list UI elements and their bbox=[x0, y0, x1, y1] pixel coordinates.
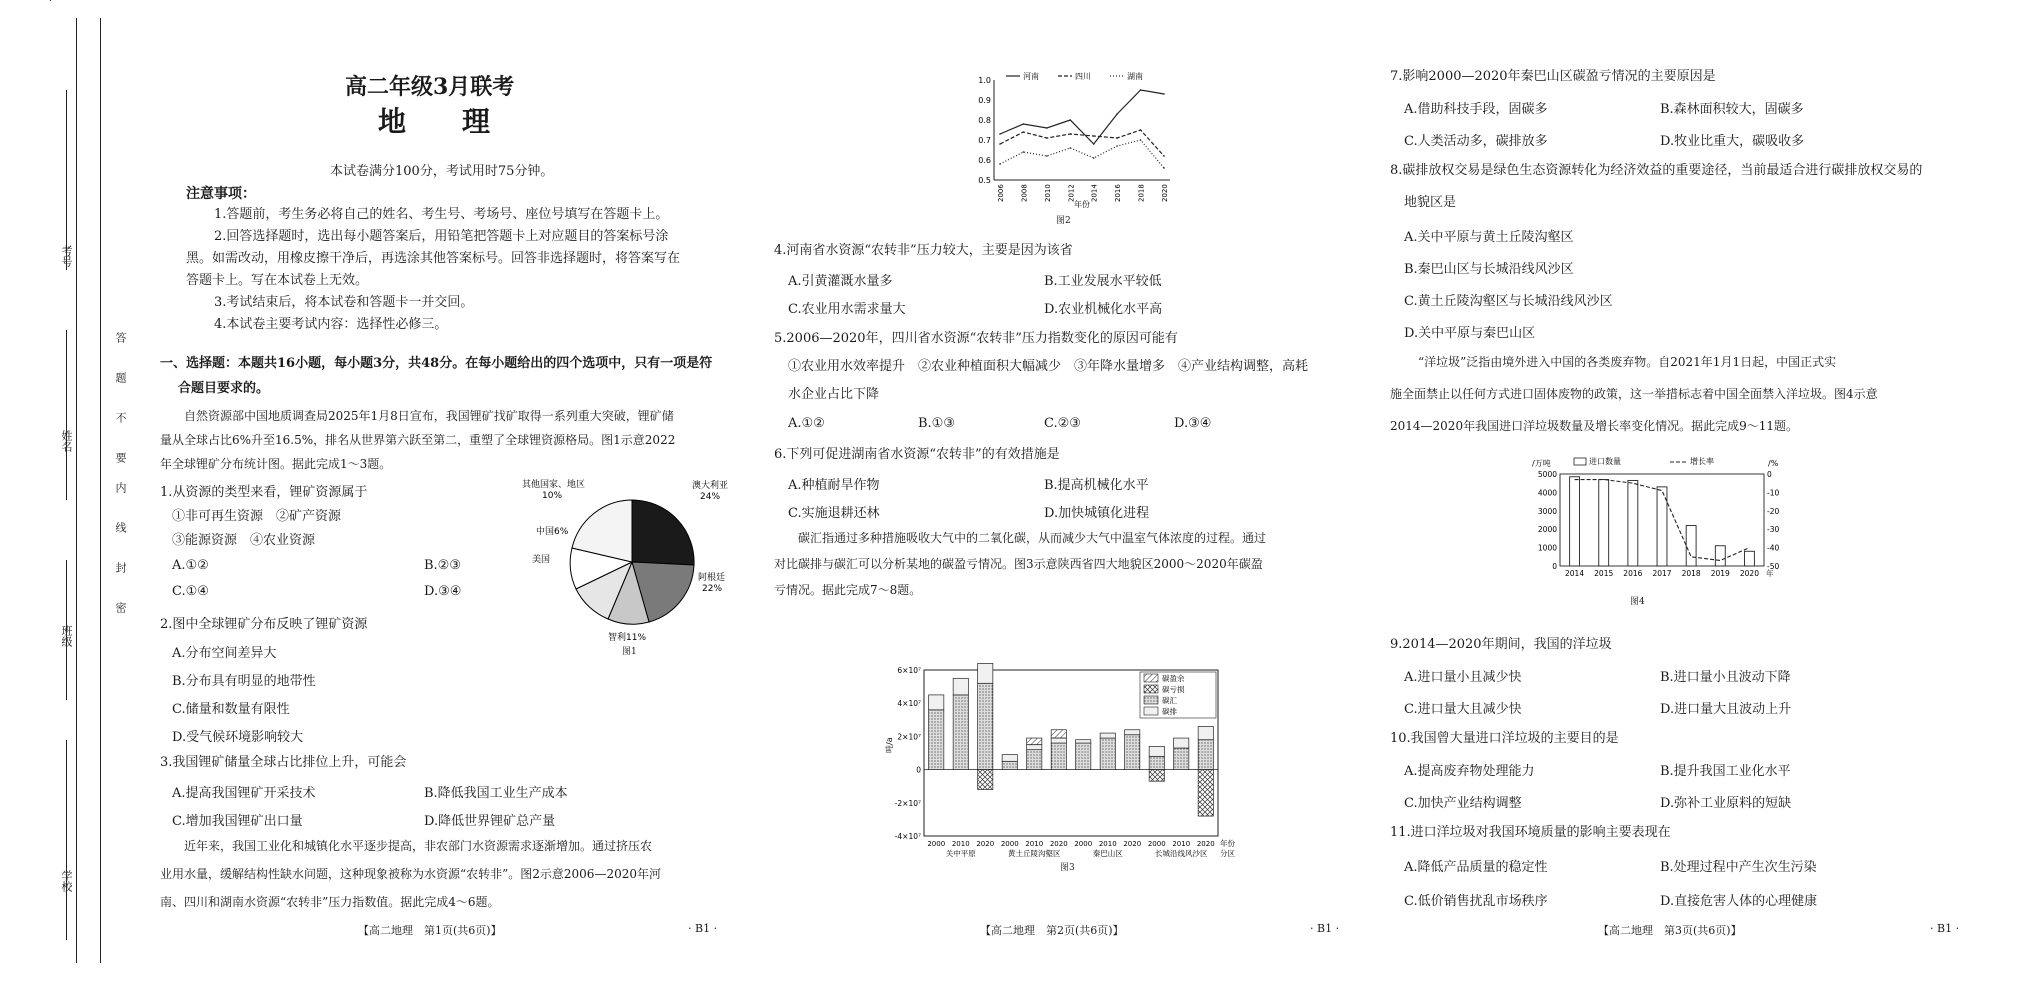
fig4-x-tick: 2016 bbox=[1623, 569, 1643, 578]
fig2-legend-label: 湖南 bbox=[1127, 72, 1143, 81]
q11-option-d[interactable]: D.直接危害人体的心理健康 bbox=[1660, 894, 1818, 909]
q3-option-b[interactable]: B.降低我国工业生产成本 bbox=[424, 786, 568, 801]
fig4-y-tick: 1000 bbox=[1537, 543, 1557, 553]
fig4-x-tick: 2014 bbox=[1565, 569, 1585, 578]
fig2-y-tick: 0.8 bbox=[978, 116, 991, 125]
fig3-x-tick: 2010 bbox=[1025, 840, 1044, 848]
fig3-bar-segment bbox=[1198, 740, 1213, 770]
fig3-x-tick: 2000 bbox=[927, 840, 946, 848]
q6-option-c[interactable]: C.实施退耕还林 bbox=[788, 506, 880, 521]
fig3-bar-segment bbox=[1174, 738, 1189, 748]
q2-stem: 2.图中全球锂矿分布反映了锂矿资源 bbox=[160, 617, 368, 632]
fig2-point bbox=[1046, 155, 1048, 157]
q8-option-d[interactable]: D.关中平原与秦巴山区 bbox=[1404, 326, 1536, 341]
q6-option-d[interactable]: D.加快城镇化进程 bbox=[1044, 506, 1150, 521]
fig2-point bbox=[1163, 167, 1165, 169]
fig2-point bbox=[1116, 137, 1118, 139]
subject-title: 地 理 bbox=[378, 105, 491, 138]
q6-option-b[interactable]: B.提高机械化水平 bbox=[1044, 478, 1149, 493]
fig2-point bbox=[1023, 131, 1025, 133]
q9-option-a[interactable]: A.进口量小且减少快 bbox=[1404, 670, 1522, 685]
fig2-x-tick: 2008 bbox=[1020, 184, 1029, 202]
fig2-y-tick: 0.6 bbox=[978, 156, 991, 165]
q7-option-c[interactable]: C.人类活动多，碳排放多 bbox=[1404, 134, 1548, 149]
q9-option-b[interactable]: B.进口量小且波动下降 bbox=[1660, 670, 1791, 685]
fig3-bar-segment bbox=[978, 663, 993, 683]
name-field-line bbox=[66, 330, 67, 500]
seal-char-4: 要 bbox=[114, 452, 127, 463]
kaohao-field-line bbox=[66, 90, 67, 270]
fig4-x-tick: 2019 bbox=[1710, 569, 1730, 578]
q5-option-a[interactable]: A.①② bbox=[788, 416, 825, 431]
fig4-y-tick: 4000 bbox=[1537, 488, 1557, 498]
q4-option-a[interactable]: A.引黄灌溉水量多 bbox=[788, 274, 893, 289]
fig4-y-tick: 0 bbox=[1552, 562, 1557, 571]
fig4-bar bbox=[1628, 480, 1638, 566]
fig4-x-tick: 2015 bbox=[1594, 569, 1614, 578]
fig2-point bbox=[1046, 127, 1048, 129]
fig2-x-tick: 2020 bbox=[1161, 184, 1169, 202]
fig4-legend-bar-swatch bbox=[1574, 458, 1586, 465]
fig3-x-tick: 2000 bbox=[1074, 840, 1093, 848]
q6-option-a[interactable]: A.种植耐旱作物 bbox=[788, 478, 880, 493]
fig3-y-tick: 6×10⁷ bbox=[897, 666, 921, 675]
q2-option-d[interactable]: D.受气候环境影响较大 bbox=[172, 730, 304, 745]
q1-stem: 1.从资源的类型来看，锂矿资源属于 bbox=[160, 485, 368, 500]
q1-line-1: ①非可再生资源 ②矿产资源 bbox=[172, 509, 342, 524]
q5-option-d[interactable]: D.③④ bbox=[1174, 416, 1212, 431]
q5-line-1: ①农业用水效率提升 ②农业种植面积大幅减少 ③年降水量增多 ④产业结构调整，高耗 bbox=[788, 359, 1309, 374]
fig2-y-tick: 1.0 bbox=[978, 76, 991, 85]
fig3-bar-segment bbox=[978, 683, 993, 769]
fig4-y2-tick: -20 bbox=[1767, 506, 1780, 516]
fig3-bar-segment bbox=[1002, 755, 1017, 762]
passage3-line-2: 对比碳排与碳汇可以分析某地的碳盈亏情况。图3示意陕西省四大地貌区2000～2020年碳盈 bbox=[774, 557, 1263, 571]
pie-label-other: 其他国家、地区 bbox=[522, 480, 586, 490]
notice-item-5: 3.考试结束后，将本试卷和答题卡一并交回。 bbox=[214, 295, 474, 310]
passage1-line-1: 自然资源部中国地质调查局2025年1月8日宣布，我国锂矿找矿取得一系列重大突破，锂矿储 bbox=[184, 409, 674, 423]
fig2-point bbox=[1163, 155, 1165, 157]
fig2-y-tick: 0.7 bbox=[978, 136, 991, 145]
seal-char-1: 答 bbox=[114, 332, 127, 343]
fig3-bar-segment bbox=[1198, 726, 1213, 739]
fig4-y-label: /万吨 bbox=[1532, 459, 1551, 468]
fig2-point bbox=[1069, 119, 1071, 121]
fig3-group-label: 黄土丘陵沟壑区 bbox=[1008, 849, 1061, 858]
school-field-line bbox=[66, 740, 67, 940]
fig2-series-line bbox=[1000, 90, 1164, 144]
fig3-legend-swatch bbox=[1144, 674, 1158, 682]
q4-stem: 4.河南省水资源“农转非”压力较大，主要是因为该省 bbox=[774, 243, 1073, 258]
pie-label-us: 美国 bbox=[532, 555, 551, 565]
passage3-line-3: 亏情况。据此完成7～8题。 bbox=[774, 583, 922, 597]
notices-heading: 注意事项： bbox=[186, 186, 256, 202]
footer-page-2: 【高二地理 第2页(共6页)】 bbox=[980, 924, 1124, 937]
q5-option-b[interactable]: B.①③ bbox=[918, 416, 955, 431]
exam-title: 高二年级3月联考 bbox=[345, 74, 515, 100]
fig3-legend-swatch bbox=[1144, 696, 1158, 704]
passage1-line-3: 年全球锂矿分布统计图。据此完成1～3题。 bbox=[160, 457, 392, 471]
fig4-y-tick: 2000 bbox=[1537, 525, 1557, 535]
section1-heading-2: 合题目要求的。 bbox=[178, 381, 270, 396]
passage4-line-3: 2014—2020年我国进口洋垃圾数量及增长率变化情况。据此完成9～11题。 bbox=[1390, 419, 1798, 433]
q1-option-c[interactable]: C.①④ bbox=[172, 584, 209, 599]
figure-4-caption: 图4 bbox=[1630, 597, 1645, 607]
q1-option-b[interactable]: B.②③ bbox=[424, 558, 461, 573]
q1-option-a[interactable]: A.①② bbox=[172, 558, 209, 573]
pie-label-argentina: 阿根廷 bbox=[698, 573, 726, 583]
fig3-x-tick: 2020 bbox=[1123, 840, 1142, 848]
fig2-x-tick: 2012 bbox=[1067, 184, 1076, 202]
fig4-bar bbox=[1570, 477, 1580, 566]
fig3-bar-segment bbox=[1100, 733, 1115, 738]
kaohao-label: 考号 bbox=[60, 245, 73, 267]
fig4-bar bbox=[1686, 526, 1696, 566]
q10-option-c[interactable]: C.加快产业结构调整 bbox=[1404, 796, 1522, 811]
fig3-bar-segment bbox=[1149, 746, 1164, 756]
fig2-x-label: 年份 bbox=[1074, 200, 1090, 208]
q7-option-d[interactable]: D.牧业比重大，碳吸收多 bbox=[1660, 134, 1805, 149]
seal-char-2: 题 bbox=[114, 372, 127, 383]
fig2-point bbox=[1023, 123, 1025, 125]
q3-option-d[interactable]: D.降低世界锂矿总产量 bbox=[424, 814, 556, 829]
fig3-bar-segment bbox=[1027, 750, 1042, 770]
passage4-line-1: “洋垃圾”泛指由境外进入中国的各类废弃物。自2021年1月1日起，中国正式实 bbox=[1418, 355, 1837, 369]
q2-option-a[interactable]: A.分布空间差异大 bbox=[172, 646, 277, 661]
fig4-y2-tick: -10 bbox=[1767, 488, 1780, 498]
q6-stem: 6.下列可促进湖南省水资源“农转非”的有效措施是 bbox=[774, 447, 1060, 462]
q2-option-b[interactable]: B.分布具有明显的地带性 bbox=[172, 674, 316, 689]
fig3-y-tick: 4×10⁷ bbox=[897, 699, 921, 709]
pie-label-argentina-pct: 22% bbox=[702, 584, 723, 594]
q4-option-b[interactable]: B.工业发展水平较低 bbox=[1044, 274, 1162, 289]
q8-stem-2: 地貌区是 bbox=[1404, 195, 1457, 210]
fig3-bar-segment bbox=[1002, 761, 1017, 769]
fig3-bar-segment bbox=[929, 695, 944, 710]
fig4-legend-bar-label: 进口数量 bbox=[1589, 457, 1621, 466]
fig3-bar-segment bbox=[1125, 735, 1140, 770]
fig3-legend-label: 碳排 bbox=[1162, 707, 1177, 716]
q7-stem: 7.影响2000—2020年秦巴山区碳盈亏情况的主要原因是 bbox=[1390, 69, 1716, 84]
fig2-x-tick: 2006 bbox=[997, 184, 1005, 202]
section1-heading: 一、选择题：本题共16小题，每小题3分，共48分。在每小题给出的四个选项中，只有一项是符 bbox=[160, 356, 713, 371]
fig3-bar-segment bbox=[1174, 748, 1189, 770]
fig2-legend-label: 四川 bbox=[1075, 72, 1091, 81]
pie-slice-australia bbox=[632, 500, 694, 565]
fig2-y-tick: 0.9 bbox=[978, 96, 991, 105]
fig3-y-tick: -2×10⁷ bbox=[894, 798, 921, 808]
figure-2-caption: 图2 bbox=[1056, 216, 1071, 226]
fig4-bar bbox=[1744, 551, 1754, 566]
q5-line-2: 水企业占比下降 bbox=[788, 387, 880, 402]
notice-item-4: 答题卡上。写在本试卷上无效。 bbox=[186, 273, 369, 288]
fig3-x-tick: 2020 bbox=[1196, 840, 1215, 848]
q4-option-c[interactable]: C.农业用水需求量大 bbox=[788, 302, 906, 317]
fig2-point bbox=[1140, 129, 1142, 131]
q3-option-a[interactable]: A.提高我国锂矿开采技术 bbox=[172, 786, 316, 801]
fig2-x-tick: 2010 bbox=[1043, 184, 1052, 202]
fig4-y2-tick: 0 bbox=[1767, 470, 1772, 479]
fig3-group-label: 秦巴山区 bbox=[1092, 849, 1123, 858]
fig3-y-tick: 0 bbox=[916, 765, 921, 775]
fig3-x-label: 年份 bbox=[1220, 839, 1235, 848]
footer-code-2: · B1 · bbox=[1310, 922, 1340, 935]
fig4-x-label: 年 bbox=[1766, 569, 1774, 578]
fig2-point bbox=[1093, 143, 1095, 145]
fig2-point bbox=[1116, 145, 1118, 147]
notice-item-1: 1.答题前，考生务必将自己的姓名、考生号、考场号、座位号填写在答题卡上。 bbox=[214, 207, 669, 222]
fig3-bar-segment bbox=[1076, 740, 1091, 743]
pie-label-chile: 智利11% bbox=[608, 633, 647, 643]
fig3-y-tick: 2×10⁷ bbox=[897, 732, 921, 742]
fig3-legend-swatch bbox=[1144, 685, 1158, 693]
pie-chart-figure-1 bbox=[520, 476, 730, 644]
fig3-unit-label: 分区 bbox=[1220, 849, 1235, 858]
fig4-y2-tick: -30 bbox=[1767, 525, 1780, 535]
fig2-y-tick: 0.5 bbox=[978, 176, 991, 185]
fig2-point bbox=[1140, 89, 1142, 91]
fig2-x-tick: 2016 bbox=[1114, 184, 1123, 202]
fig4-bar bbox=[1599, 480, 1609, 566]
fig2-point bbox=[1069, 147, 1071, 149]
q11-stem: 11.进口洋垃圾对我国环境质量的影响主要表现在 bbox=[1390, 825, 1671, 840]
pie-label-other-pct: 10% bbox=[542, 491, 563, 501]
class-label: 班级 bbox=[60, 625, 73, 647]
q3-stem: 3.我国锂矿储量全球占比排位上升，可能会 bbox=[160, 755, 407, 770]
q7-option-a[interactable]: A.借助科技手段，固碳多 bbox=[1404, 102, 1548, 117]
fig2-point bbox=[999, 133, 1001, 135]
seal-char-3: 不 bbox=[114, 412, 127, 423]
fig2-point bbox=[1046, 137, 1048, 139]
footer-code-1: · B1 · bbox=[688, 922, 718, 935]
fig3-bar-segment bbox=[1027, 738, 1042, 745]
fig3-bar-segment bbox=[929, 710, 944, 770]
notice-item-3: 黑。如需改动，用橡皮擦干净后，再选涂其他答案标号。回答非选择题时，将答案写在 bbox=[186, 251, 681, 266]
fig3-bar-loss bbox=[978, 770, 993, 790]
bar-chart-figure-3 bbox=[880, 652, 1260, 874]
fig4-y-tick: 3000 bbox=[1537, 506, 1557, 516]
fig4-y-tick: 5000 bbox=[1537, 470, 1557, 479]
q1-option-d[interactable]: D.③④ bbox=[424, 584, 462, 599]
seal-char-7: 封 bbox=[114, 562, 127, 573]
q1-line-2: ③能源资源 ④农业资源 bbox=[172, 533, 316, 548]
q11-option-b[interactable]: B.处理过程中产生次生污染 bbox=[1660, 860, 1817, 875]
fig3-y-tick: -4×10⁷ bbox=[894, 832, 921, 841]
bar-chart-figure-4 bbox=[1520, 452, 1810, 590]
fig3-bar-segment bbox=[1100, 738, 1115, 770]
seal-char-6: 线 bbox=[114, 522, 127, 533]
fig2-point bbox=[1140, 139, 1142, 141]
q3-option-c[interactable]: C.增加我国锂矿出口量 bbox=[172, 814, 303, 829]
fig3-bar-segment bbox=[1125, 730, 1140, 735]
q8-stem: 8.碳排放权交易是绿色生态资源转化为经济效益的重要途径，当前最适合进行碳排放权交易的 bbox=[1390, 163, 1923, 178]
fig3-x-tick: 2000 bbox=[1147, 840, 1166, 848]
fig2-legend-label: 河南 bbox=[1023, 72, 1039, 81]
fig3-bar-segment bbox=[1076, 743, 1091, 770]
fig2-x-tick: 2018 bbox=[1137, 184, 1146, 202]
passage3-line-1: 碳汇指通过多种措施吸收大气中的二氧化碳，从而减少大气中温室气体浓度的过程。通过 bbox=[798, 531, 1267, 545]
fig3-x-tick: 2010 bbox=[951, 840, 970, 848]
fig3-x-tick: 2020 bbox=[976, 840, 995, 848]
fig3-bar-loss bbox=[1149, 770, 1164, 782]
fig2-point bbox=[1116, 113, 1118, 115]
q7-option-b[interactable]: B.森林面积较大，固碳多 bbox=[1660, 102, 1804, 117]
fig4-x-tick: 2020 bbox=[1739, 569, 1759, 578]
fig2-point bbox=[999, 143, 1001, 145]
fig2-point bbox=[1163, 93, 1165, 95]
fig3-bar-segment bbox=[1051, 738, 1066, 743]
passage1-line-2: 量从全球占比6%升至16.5%，排名从世界第六跃至第二，重塑了全球锂资源格局。图1示意2022 bbox=[160, 433, 676, 447]
fig3-bar-segment bbox=[953, 678, 968, 695]
fig2-point bbox=[1023, 151, 1025, 153]
binding-line-right bbox=[100, 18, 101, 963]
figure-3-caption: 图3 bbox=[1060, 863, 1075, 873]
fig3-bar-segment bbox=[1149, 756, 1164, 769]
fig3-group-label: 关中平原 bbox=[945, 849, 976, 858]
q5-stem: 5.2006—2020年，四川省水资源“农转非”压力指数变化的原因可能有 bbox=[774, 331, 1178, 346]
fig3-legend-label: 碳盈余 bbox=[1162, 674, 1185, 683]
q4-option-d[interactable]: D.农业机械化水平高 bbox=[1044, 302, 1163, 317]
school-label: 学校 bbox=[60, 870, 73, 892]
fig3-legend-label: 碳亏损 bbox=[1162, 685, 1185, 694]
fig2-x-tick: 2014 bbox=[1090, 184, 1099, 202]
figure-1-caption: 图1 bbox=[622, 647, 637, 657]
q8-option-b[interactable]: B.秦巴山区与长城沿线风沙区 bbox=[1404, 262, 1574, 277]
seal-char-5: 内 bbox=[114, 482, 127, 493]
fig2-point bbox=[1093, 135, 1095, 137]
fig3-bar-segment bbox=[1051, 730, 1066, 738]
fig4-legend-line-label: 增长率 bbox=[1690, 457, 1714, 466]
fig4-y2-tick: -50 bbox=[1767, 562, 1780, 571]
fig3-group-label: 长城沿线风沙区 bbox=[1155, 849, 1208, 858]
q11-option-c[interactable]: C.低价销售扰乱市场秩序 bbox=[1404, 894, 1548, 909]
fig4-y2-label: /% bbox=[1768, 459, 1779, 468]
fig2-point bbox=[999, 163, 1001, 165]
q2-option-c[interactable]: C.储量和数量有限性 bbox=[172, 702, 290, 717]
seal-char-8: 密 bbox=[114, 602, 127, 613]
fig3-x-tick: 2010 bbox=[1172, 840, 1191, 848]
q10-option-d[interactable]: D.弥补工业原料的短缺 bbox=[1660, 796, 1792, 811]
pie-label-australia-pct: 24% bbox=[700, 492, 721, 502]
pie-label-australia: 澳大利亚 bbox=[692, 481, 729, 491]
q8-option-a[interactable]: A.关中平原与黄土丘陵沟壑区 bbox=[1404, 230, 1574, 245]
exam-note: 本试卷满分100分，考试用时75分钟。 bbox=[330, 164, 554, 179]
q5-option-c[interactable]: C.②③ bbox=[1044, 416, 1081, 431]
fig3-bar-segment bbox=[953, 695, 968, 770]
q10-option-a[interactable]: A.提高废弃物处理能力 bbox=[1404, 764, 1535, 779]
binding-line-left bbox=[76, 18, 77, 963]
q9-option-c[interactable]: C.进口量大且减少快 bbox=[1404, 702, 1522, 717]
passage4-line-2: 施全面禁止以任何方式进口固体废物的政策，这一举措标志着中国全面禁入洋垃圾。图4示意 bbox=[1390, 387, 1878, 401]
line-chart-figure-2 bbox=[958, 68, 1188, 208]
fig3-bar-loss bbox=[1198, 770, 1213, 816]
name-label: 姓名 bbox=[60, 430, 73, 452]
q10-option-b[interactable]: B.提升我国工业化水平 bbox=[1660, 764, 1791, 779]
fig2-point bbox=[1069, 133, 1071, 135]
q10-stem: 10.我国曾大量进口洋垃圾的主要目的是 bbox=[1390, 731, 1619, 746]
notice-item-2: 2.回答选择题时，选出每小题答案后，用铅笔把答题卡上对应题目的答案标号涂 bbox=[214, 229, 669, 244]
passage2-line-3: 南、四川和湖南水资源“农转非”压力指数值。据此完成4～6题。 bbox=[160, 895, 500, 909]
kaohao-underline bbox=[50, 0, 51, 1]
footer-page-1: 【高二地理 第1页(共6页)】 bbox=[358, 924, 502, 937]
fig3-x-tick: 2010 bbox=[1098, 840, 1117, 848]
fig4-x-tick: 2017 bbox=[1652, 569, 1672, 578]
fig4-bar bbox=[1715, 546, 1725, 566]
q9-option-d[interactable]: D.进口量大且波动上升 bbox=[1660, 702, 1792, 717]
fig3-legend-label: 碳汇 bbox=[1162, 696, 1177, 705]
fig4-y2-tick: -40 bbox=[1767, 543, 1780, 553]
fig3-bar-segment bbox=[1027, 745, 1042, 750]
q11-option-a[interactable]: A.降低产品质量的稳定性 bbox=[1404, 860, 1548, 875]
fig2-point bbox=[1093, 157, 1095, 159]
fig3-x-tick: 2000 bbox=[1000, 840, 1019, 848]
notice-item-6: 4.本试卷主要考试内容：选择性必修三。 bbox=[214, 317, 448, 332]
q8-option-c[interactable]: C.黄土丘陵沟壑区与长城沿线风沙区 bbox=[1404, 294, 1613, 309]
fig2-series-line bbox=[1000, 140, 1164, 168]
fig3-x-tick: 2020 bbox=[1049, 840, 1068, 848]
footer-code-3: · B1 · bbox=[1930, 922, 1960, 935]
passage2-line-1: 近年来，我国工业化和城镇化水平逐步提高，非农部门水资源需求逐渐增加。通过挤压农 bbox=[184, 839, 653, 853]
fig3-legend-swatch bbox=[1144, 707, 1158, 715]
fig4-x-tick: 2018 bbox=[1681, 569, 1701, 578]
passage2-line-2: 业用水量，缓解结构性缺水问题，这种现象被称为水资源“农转非”。图2示意2006—2020年河 bbox=[160, 867, 661, 881]
fig3-bar-segment bbox=[1051, 743, 1066, 770]
footer-page-3: 【高二地理 第3页(共6页)】 bbox=[1598, 924, 1742, 937]
pie-label-china: 中国6% bbox=[536, 527, 569, 537]
fig3-y-label: 吨/a bbox=[885, 737, 894, 753]
q9-stem: 9.2014—2020年期间，我国的洋垃圾 bbox=[1390, 637, 1612, 652]
